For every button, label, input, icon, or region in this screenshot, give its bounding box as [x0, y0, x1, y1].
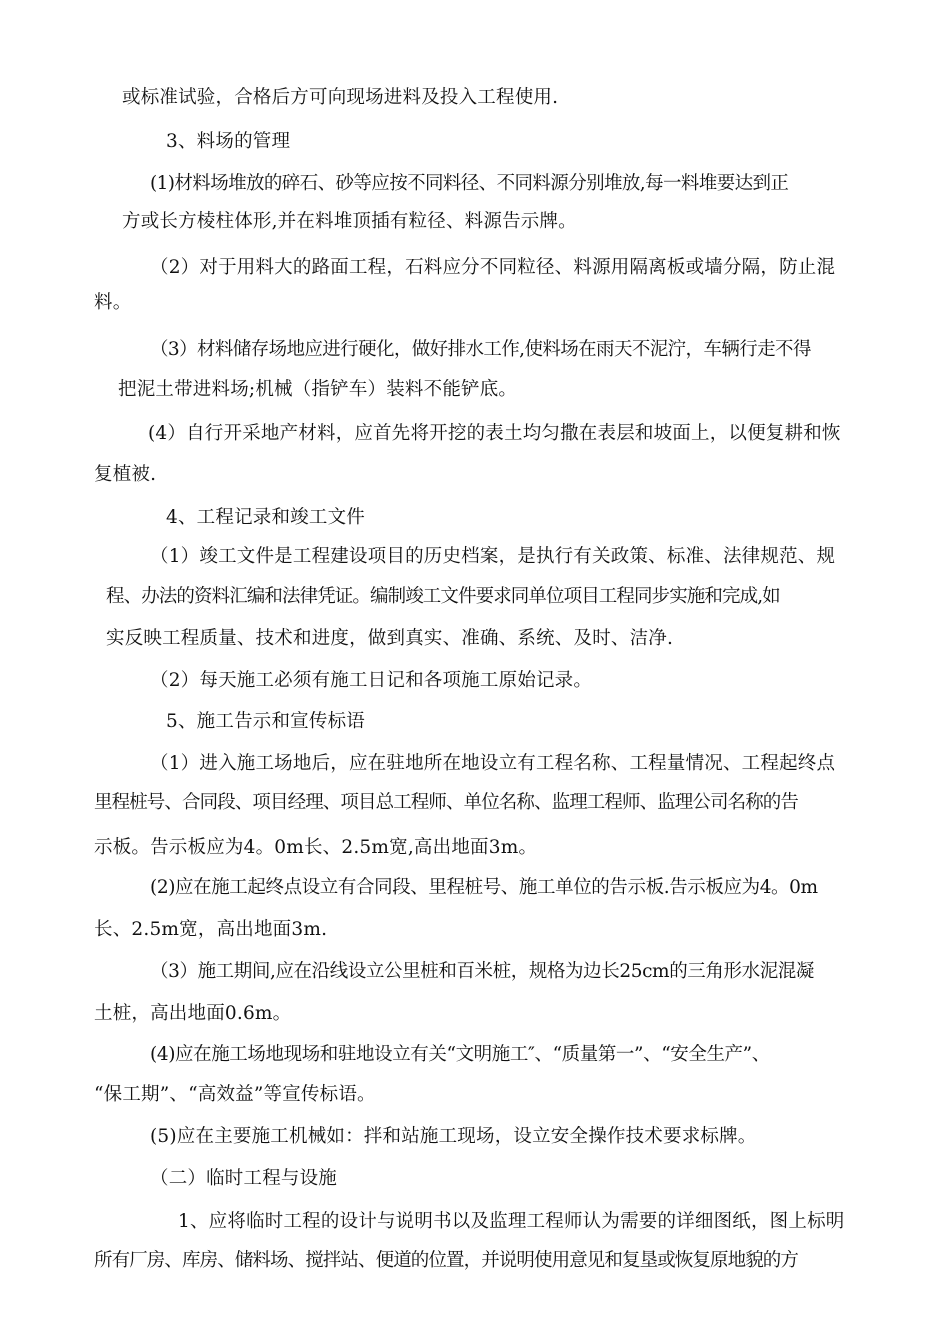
text-line: 示板。告示板应为4。0m长、2.5m宽,高出地面3m。 [94, 837, 538, 858]
text-line: （1）竣工文件是工程建设项目的历史档案，是执行有关政策、标准、法律规范、规 [150, 546, 836, 567]
text-line: 实反映工程质量、技术和进度，做到真实、准确、系统、及时、洁净. [106, 628, 674, 649]
text-line: 料。 [94, 292, 132, 313]
text-line: 复植被. [94, 464, 157, 485]
text-line: （3）材料储存场地应进行硬化，做好排水工作,使料场在雨天不泥泞，车辆行走不得 [150, 339, 811, 360]
text-line: (5)应在主要施工机械如：拌和站施工现场，设立安全操作技术要求标牌。 [150, 1126, 757, 1147]
text-line: （2）每天施工必须有施工日记和各项施工原始记录。 [150, 670, 593, 691]
text-line: “保工期”、“高效益”等宣传标语。 [94, 1084, 376, 1105]
text-line: 方或长方棱柱体形,并在料堆顶插有粒径、料源告示牌。 [122, 211, 577, 232]
text-line: 程、办法的资料汇编和法律凭证。编制竣工文件要求同单位项目工程同步实施和完成,如 [106, 586, 780, 607]
section-heading: （二）临时工程与设施 [150, 1168, 338, 1189]
text-line: （3）施工期间,应在沿线设立公里桩和百米桩，规格为边长25cm的三角形水泥混凝 [150, 961, 814, 982]
text-line: (2)应在施工起终点设立有合同段、里程桩号、施工单位的告示板.告示板应为4。0m [150, 877, 818, 898]
text-line: 长、2.5m宽，高出地面3m. [94, 919, 328, 940]
text-line: 或标准试验，合格后方可向现场进料及投入工程使用. [122, 87, 559, 108]
text-line: 里程桩号、合同段、项目经理、项目总工程师、单位名称、监理工程师、监理公司名称的告 [94, 792, 799, 813]
text-line: 土桩，高出地面0.6m。 [94, 1003, 292, 1024]
text-line: (4）自行开采地产材料，应首先将开挖的表土均匀撒在表层和坡面上，以便复耕和恢 [148, 423, 841, 444]
text-line: (4)应在施工场地现场和驻地设立有关“文明施工″、“质量第一”、“安全生产”、 [150, 1044, 770, 1065]
section-heading: 4、工程记录和竣工文件 [166, 507, 365, 528]
section-heading: 5、施工告示和宣传标语 [166, 711, 365, 732]
text-line: （2）对于用料大的路面工程，石料应分不同粒径、料源用隔离板或墙分隔，防止混 [150, 257, 836, 278]
text-line: 1、应将临时工程的设计与说明书以及监理工程师认为需要的详细图纸，图上标明 [178, 1211, 845, 1232]
section-heading: 3、料场的管理 [166, 131, 291, 152]
text-line: （1）进入施工场地后，应在驻地所在地设立有工程名称、工程量情况、工程起终点 [150, 753, 836, 774]
text-line: 所有厂房、库房、储料场、搅拌站、便道的位置，并说明使用意见和复垦或恢复原地貌的方 [94, 1250, 799, 1271]
text-line: 把泥土带进料场;机械（指铲车）装料不能铲底。 [118, 379, 518, 400]
text-line: (1)材料场堆放的碎石、砂等应按不同料径、不同料源分别堆放,每一料堆要达到正 [150, 173, 789, 194]
